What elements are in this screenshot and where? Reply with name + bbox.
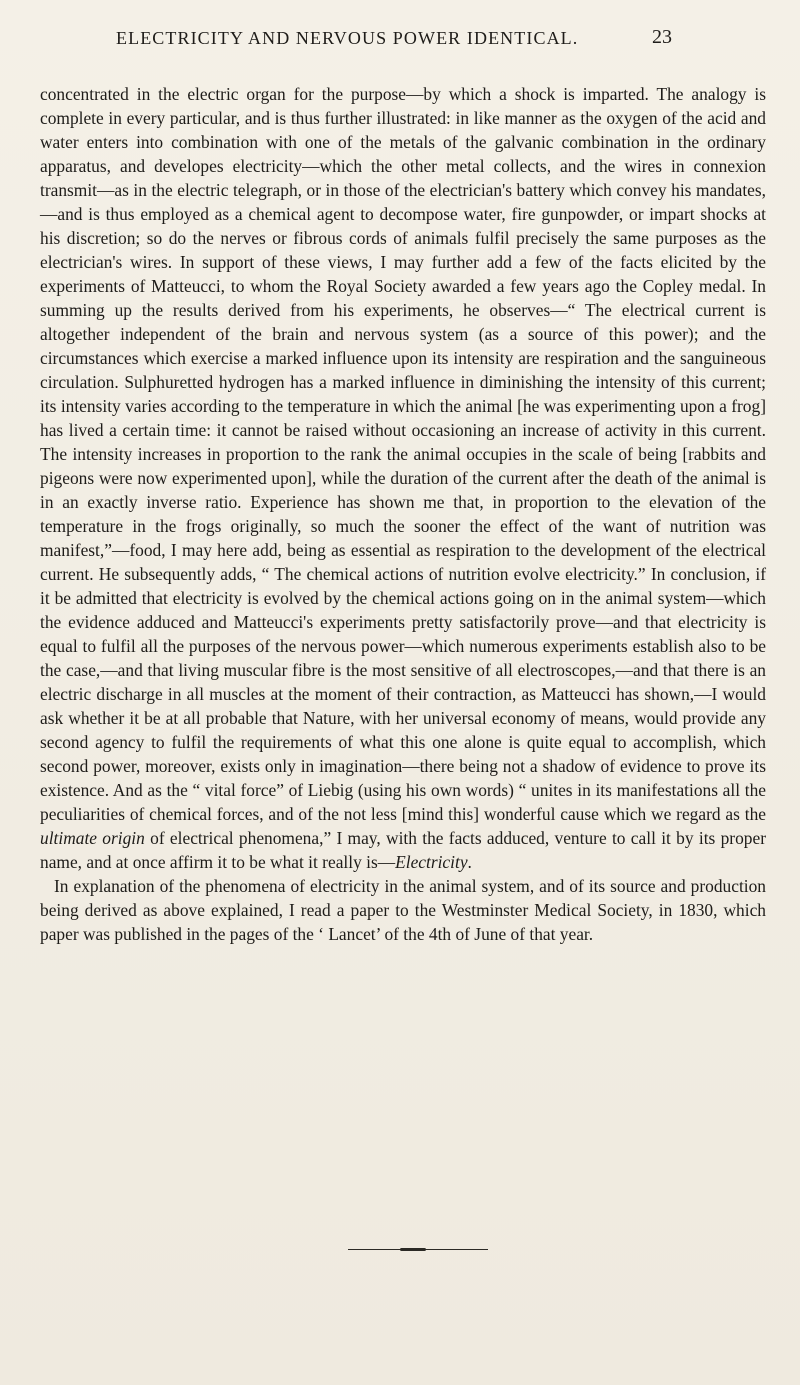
- page-number: 23: [652, 26, 672, 48]
- italic-ultimate-origin: ultimate origin: [40, 828, 145, 848]
- italic-electricity: Electricity: [395, 852, 468, 872]
- paragraph-1: [40, 82, 766, 874]
- paragraph-1-text: concentrated in the electric organ for the purpose—by which a shock is imparted. The analogy is complete in every particular, and is thus further illustrated: in like manner as the oxygen of the acid and water enters into combination with one of the metals of the galvanic combination in the ordinary apparatus, and developes electricity—which the other metal collects, and the wires in connexion transmit—as in the electric telegraph, or in those of the electrician's battery which convey his mandates,—and is thus employed as a chemical agent to decompose water, fire gunpowder, or impart shocks at his discretion; so do the nerves or fibrous cords of animals fulfil precisely the same purposes as the electrician's wires. In support of these views, I may further add a few of the facts elicited by the experiments of Matteucci, to whom the Royal Society awarded a few years ago the Copley medal. In summing up the results derived from his experiments, he observes—“ The electrical current is altogether independent of the brain and nervous system (as a source of this power); and the circumstances which exercise a marked influence upon its intensity are respiration and the sanguineous circulation. Sulphuretted hydrogen has a marked influence in diminishing the intensity of this current; its intensity varies according to the temperature in which the animal [he was experimenting upon a frog] has lived a certain time: it cannot be raised without occasioning an increase of activity in this current. The intensity increases in proportion to the rank the animal occupies in the scale of being [rabbits and pigeons were now experimented upon], while the duration of the current after the death of the animal is in an exactly inverse ratio. Experience has shown me that, in proportion to the elevation of the temperature in the frogs originally, so much the sooner the effect of the want of nutrition was manifest,”—food, I may here add, being as essential as respiration to the development of the electrical current. He subsequently adds, “ The chemical actions of nutrition evolve electricity.” In conclusion, if it be admitted that electricity is evolved by the chemical actions going on in the animal system—which the evidence adduced and Matteucci's experiments pretty satisfactorily prove—and that electricity is equal to fulfil all the purposes of the nervous power—which numerous experiments establish also to be the case,—and that living muscular fibre is the most sensitive of all electroscopes,—and that there is an electric discharge in all muscles at the moment of their contraction, as Matteucci has shown,—I would ask whether it be at all probable that Nature, with her universal economy of means, would provide any second agency to fulfil the requirements of what this one alone is quite equal to accomplish, which second power, moreover, exists only in imagination—there being not a shadow of evidence to prove its existence. And as the “ vital force” of Liebig (using his own words) “ unites in its manifestations all the peculiarities of chemical forces, and of the not less [mind this] wonderful cause which we regard as the: [40, 84, 766, 824]
- paragraph-1-continued: of electrical phenomena,” I may, with the facts adduced, venture to call it by its proper name, and at once affirm it to be what it really is—: [40, 828, 766, 872]
- section-end-rule: [348, 1249, 488, 1251]
- body-text: [40, 82, 766, 946]
- running-title: ELECTRICITY AND NERVOUS POWER IDENTICAL.: [116, 28, 579, 48]
- page-header: [116, 28, 756, 58]
- paragraph-2: In explanation of the phenomena of electricity in the animal system, and of its source and production being derived as above explained, I read a paper to the Westminster Medical Society, in 1830, which paper was published in the pages of the ‘ Lancet’ of the 4th of June of that year.: [40, 876, 766, 944]
- rule-ornament: [400, 1248, 426, 1251]
- paragraph-1-end: .: [467, 852, 472, 872]
